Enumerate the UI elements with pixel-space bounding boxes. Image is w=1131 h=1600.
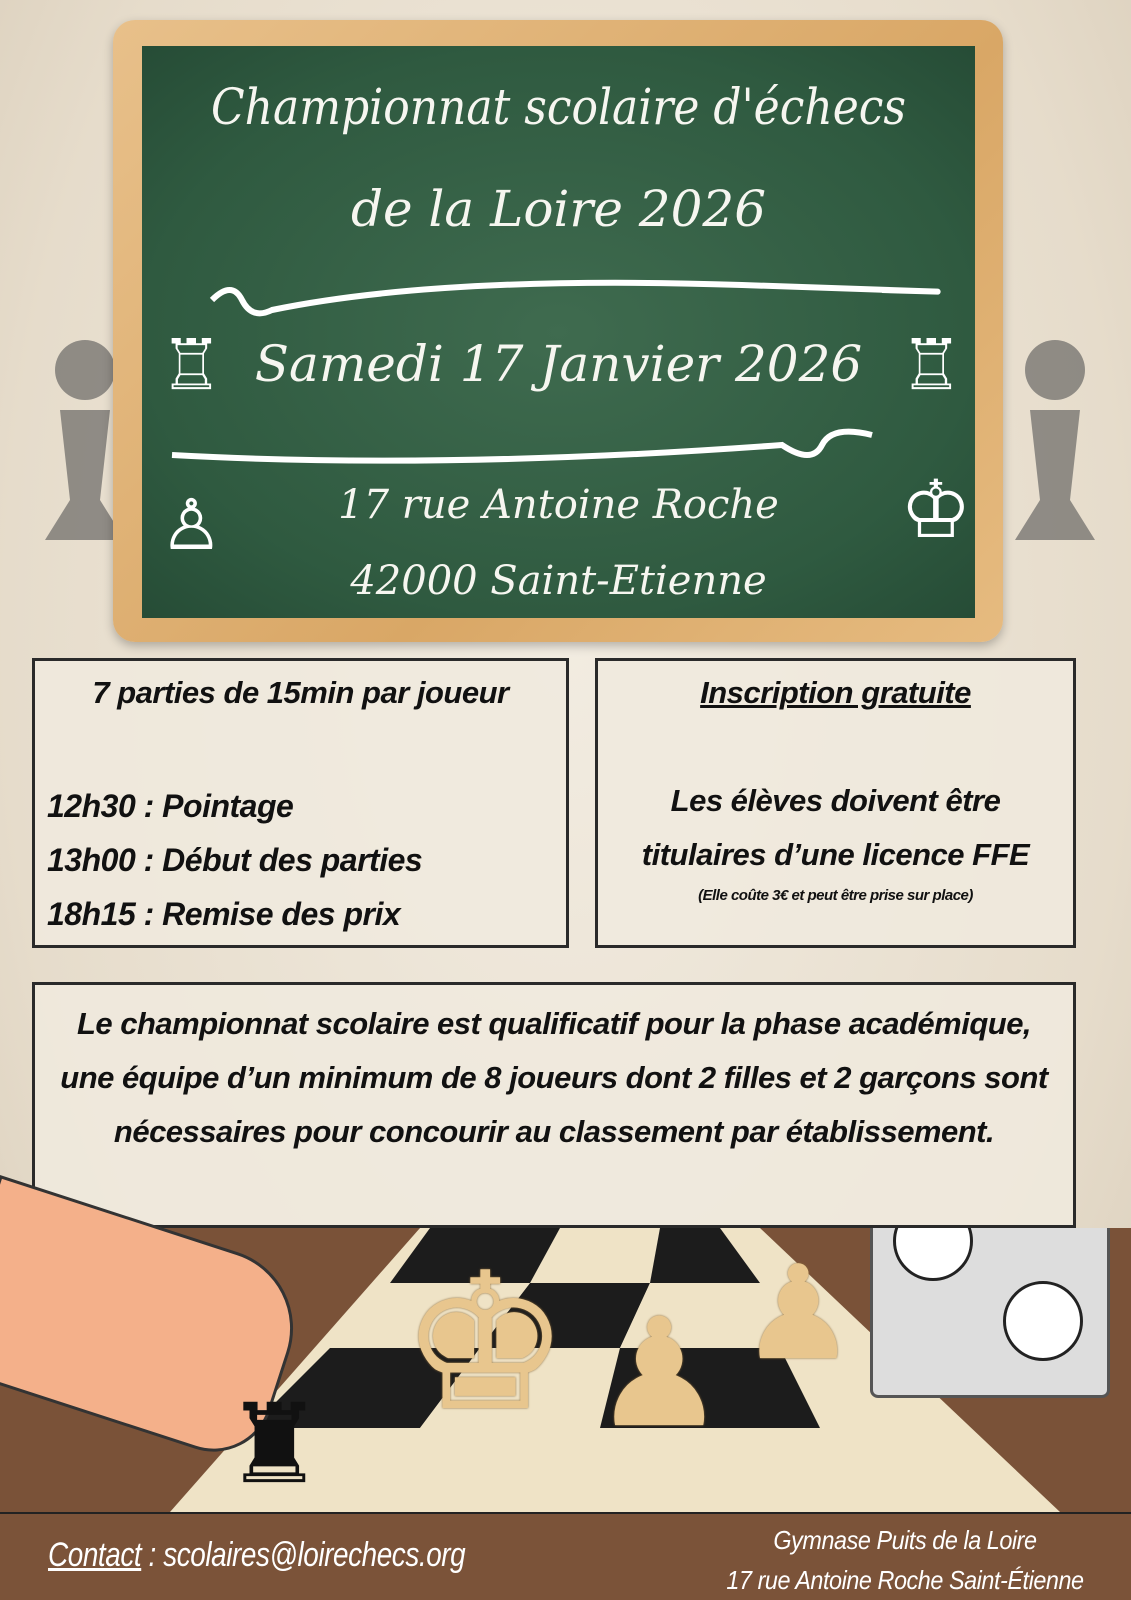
registration-line1: Les élèves doivent être — [670, 783, 1001, 818]
registration-line2: titulaires d’une licence FFE — [641, 837, 1030, 872]
registration-heading: Inscription gratuite — [700, 675, 971, 710]
king-icon: ♔ — [900, 465, 972, 554]
title-line2: de la Loire 2026 — [350, 180, 767, 238]
chalk-wave-top — [142, 270, 975, 330]
venue-name: Gymnase Puits de la Loire — [773, 1525, 1037, 1555]
registration-note: (Elle coûte 3€ et peut être prise sur place) — [698, 887, 973, 904]
info-box — [32, 982, 1076, 1228]
chalk-wave-bottom — [142, 425, 975, 475]
venue-address: 17 rue Antoine Roche Saint-Étienne — [726, 1565, 1084, 1595]
footer — [0, 1512, 1131, 1600]
schedule-heading: 7 parties de 15min par joueur — [92, 675, 509, 710]
address-city: 42000 Saint-Etienne — [350, 558, 767, 604]
event-date: Samedi 17 Janvier 2026 — [254, 335, 863, 393]
schedule-item: 18h15 : Remise des prix — [47, 896, 401, 932]
rook-icon: ♖ — [160, 326, 223, 404]
address-street: 17 rue Antoine Roche — [338, 482, 779, 528]
info-text: Le championnat scolaire est qualificatif pour la phase académique, une équipe d’un minimum de 8 joueurs dont 2 filles et 2 garçons sont nécessaires pour concourir au classement par établissement. — [60, 1006, 1048, 1149]
schedule-box — [32, 658, 569, 948]
pawn-icon: ♙ — [160, 486, 223, 564]
registration-box — [595, 658, 1076, 948]
title-line1: Championnat scolaire d'échecs — [211, 78, 906, 136]
king-icon: ♚ — [400, 1237, 571, 1449]
contact-email[interactable]: : scolaires@loirechecs.org — [141, 1536, 466, 1574]
rook-icon: ♜ — [225, 1383, 324, 1506]
pawn-icon: ♟ — [740, 1240, 857, 1386]
rook-icon: ♖ — [900, 326, 963, 404]
contact — [48, 1536, 465, 1575]
pawn-icon: ♟ — [592, 1289, 727, 1457]
pawn-icon — [1000, 330, 1110, 560]
contact-label: Contact — [48, 1536, 142, 1574]
chess-clock-icon — [870, 1228, 1110, 1398]
schedule-item: 13h00 : Début des parties — [47, 842, 423, 878]
schedule-item: 12h30 : Pointage — [47, 788, 294, 824]
